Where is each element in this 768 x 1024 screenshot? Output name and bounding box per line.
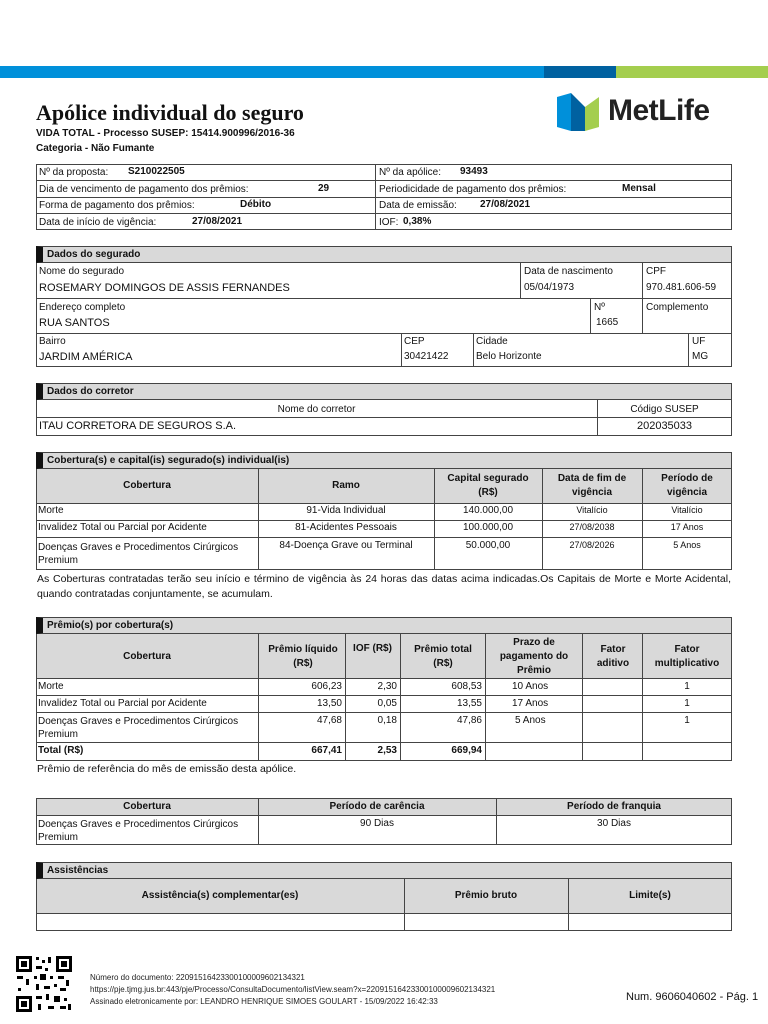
cob-r1-cobertura: Morte: [38, 505, 64, 516]
footer-doc-number: Número do documento: 22091516423300100009602134321: [90, 973, 305, 982]
venc-value: 29: [318, 183, 330, 194]
cob-r3-ramo: 84-Doença Grave ou Terminal: [279, 540, 413, 551]
end-value: RUA SANTOS: [39, 317, 110, 329]
period-label: Periodicidade de pagamento dos prêmios:: [379, 184, 567, 195]
pre-col-aditivo: Fator aditivo: [596, 644, 630, 669]
cidade-label: Cidade: [476, 336, 508, 347]
premios-note: Prêmio de referência do mês de emissão desta apólice.: [37, 763, 297, 775]
corretor-nome: ITAU CORRETORA DE SEGUROS S.A.: [39, 420, 237, 432]
apolice-label: Nº da apólice:: [379, 167, 442, 178]
uf-value: MG: [692, 351, 709, 362]
pre-total-iof: 2,53: [377, 745, 397, 756]
pre-r3-prazo: 5 Anos: [515, 715, 546, 726]
green-bar: [616, 66, 768, 78]
inicio-value: 27/08/2021: [192, 216, 243, 227]
cob-r1-fim: Vitalício: [576, 505, 608, 515]
cob-r3-fim: 27/08/2026: [569, 540, 615, 550]
cpf-value: 970.481.606-59: [646, 282, 717, 293]
num-label: Nº: [594, 302, 605, 313]
pre-col-liquido: Prêmio líquido (R$): [268, 644, 338, 669]
qr-code-icon: [14, 954, 74, 1014]
cpf-label: CPF: [646, 266, 666, 277]
cob-r2-ramo: 81-Acidentes Pessoais: [295, 522, 397, 533]
cob-col-ramo: Ramo: [332, 480, 360, 491]
assist-col-assistencia: Assistência(s) complementar(es): [141, 890, 299, 901]
cep-label: CEP: [404, 336, 425, 347]
emissao-label: Data de emissão:: [379, 200, 457, 211]
car-cobertura: Doenças Graves e Procedimentos Cirúrgicos Premium: [38, 819, 239, 843]
pre-r1-prazo: 10 Anos: [512, 681, 549, 692]
proposta-label: Nº da proposta:: [39, 167, 109, 178]
pre-total-liquido: 667,41: [311, 745, 342, 756]
cob-col-periodo: Período de vigência: [661, 473, 713, 498]
metlife-logo: MetLife: [608, 94, 710, 127]
pre-col-prazo: Prazo de pagamento do Prêmio: [499, 637, 569, 676]
darkblue-bar: [544, 66, 616, 78]
pre-r1-liquido: 606,23: [311, 681, 342, 692]
car-col-carencia: Período de carência: [329, 801, 425, 812]
venc-label: Dia de vencimento de pagamento dos prêmios:: [39, 184, 249, 195]
forma-label: Forma de pagamento dos prêmios:: [39, 200, 195, 211]
iof-value: 0,38%: [403, 216, 432, 227]
segurado-box: [36, 263, 732, 367]
pre-r1-mult: 1: [684, 681, 690, 692]
pre-r3-total: 47,86: [456, 715, 482, 726]
pre-r3-iof: 0,18: [377, 715, 397, 726]
pre-col-iof: IOF (R$): [353, 643, 392, 654]
cob-r1-ramo: 91-Vida Individual: [306, 505, 386, 516]
assist-col-limite: Limite(s): [629, 890, 671, 901]
footer-signature: Assinado eletronicamente por: LEANDRO HENRIQUE SIMOES GOULART - 15/09/2022 16:42:33: [90, 997, 438, 1006]
pre-r1-total: 608,53: [451, 681, 482, 692]
pre-r3-mult: 1: [684, 715, 690, 726]
car-col-cobertura: Cobertura: [123, 801, 171, 812]
uf-label: UF: [692, 336, 706, 347]
inicio-label: Data de início de vigência:: [39, 217, 157, 228]
coberturas-header: Cobertura(s) e capital(is) segurado(s) individual(is): [36, 452, 732, 469]
pre-r3-liquido: 47,68: [316, 715, 342, 726]
footer-url[interactable]: https://pje.tjmg.jus.br:443/pje/Processo/ConsultaDocumento/listView.seam?x=22091516423300100009602134321: [90, 985, 496, 994]
cob-r2-periodo: 17 Anos: [670, 522, 704, 532]
metlife-logo-icon: [557, 93, 601, 131]
pre-r2-iof: 0,05: [377, 698, 397, 709]
coberturas-note: As Coberturas contratadas terão seu início e término de vigência às 24 horas das datas acima indicadas.Os Capitais de Morte e Morte Acidental, quando contratadas conjuntamente, se acumulam.: [37, 573, 731, 600]
nome-label: Nome do segurado: [39, 266, 125, 277]
cob-r3-cobertura: Doenças Graves e Procedimentos Cirúrgicos Premium: [38, 542, 239, 566]
emissao-value: 27/08/2021: [480, 199, 531, 210]
nasc-value: 05/04/1973: [524, 282, 575, 293]
apolice-value: 93493: [460, 166, 488, 177]
pre-r2-prazo: 17 Anos: [512, 698, 549, 709]
premios-header: Prêmio(s) por cobertura(s): [36, 617, 732, 634]
cob-r2-fim: 27/08/2038: [569, 522, 615, 532]
pre-total-label: Total (R$): [38, 745, 84, 756]
cob-r1-periodo: Vitalício: [671, 505, 703, 515]
pre-r1-cobertura: Morte: [38, 681, 64, 692]
proposta-value: S210022505: [128, 166, 185, 177]
car-carencia: 90 Dias: [360, 818, 394, 829]
top-color-bar: [0, 66, 768, 78]
pre-r3-cobertura: Doenças Graves e Procedimentos Cirúrgicos Premium: [38, 716, 239, 740]
num-value: 1665: [596, 317, 619, 328]
pre-r2-liquido: 13,50: [316, 698, 342, 709]
period-value: Mensal: [622, 183, 656, 194]
bairro-label: Bairro: [39, 336, 66, 347]
cidade-value: Belo Horizonte: [476, 351, 542, 362]
cob-r2-capital: 100.000,00: [462, 522, 514, 533]
corretor-nome-label: Nome do corretor: [277, 404, 356, 415]
cob-r2-cobertura: Invalidez Total ou Parcial por Acidente: [38, 522, 207, 533]
cob-r1-capital: 140.000,00: [462, 505, 514, 516]
pre-col-total: Prêmio total (R$): [414, 644, 472, 669]
cob-r3-capital: 50.000,00: [465, 540, 511, 551]
pre-r2-cobertura: Invalidez Total ou Parcial por Acidente: [38, 698, 207, 709]
assist-col-premio: Prêmio bruto: [454, 890, 518, 901]
nasc-label: Data de nascimento: [524, 266, 613, 277]
cep-value: 30421422: [404, 351, 449, 362]
corretor-codigo: 202035033: [636, 420, 693, 432]
cob-col-fim: Data de fim de vigência: [557, 473, 627, 498]
pre-col-mult: Fator multiplicativo: [654, 644, 720, 669]
cob-r3-periodo: 5 Anos: [673, 540, 701, 550]
end-label: Endereço completo: [39, 302, 126, 313]
segurado-header: Dados do segurado: [36, 246, 732, 263]
compl-label: Complemento: [646, 302, 709, 313]
cob-col-capital: Capital segurado (R$): [447, 473, 529, 498]
pre-r2-mult: 1: [684, 698, 690, 709]
corretor-header: Dados do corretor: [36, 383, 732, 400]
assist-header: Assistências: [36, 862, 732, 879]
process-line: VIDA TOTAL - Processo SUSEP: 15414.900996/2016-36: [36, 128, 295, 139]
car-franquia: 30 Dias: [597, 818, 631, 829]
blue-bar: [0, 66, 544, 78]
pre-col-cobertura: Cobertura: [123, 651, 171, 662]
iof-label: IOF:: [379, 217, 399, 228]
forma-value: Débito: [240, 199, 272, 210]
page-number: Num. 9606040602 - Pág. 1: [626, 991, 759, 1003]
corretor-codigo-label: Código SUSEP: [630, 404, 699, 415]
car-col-franquia: Período de franquia: [567, 801, 661, 812]
pre-r1-iof: 2,30: [377, 681, 397, 692]
pre-total-total: 669,94: [451, 745, 482, 756]
page-title: Apólice individual do seguro: [36, 100, 304, 125]
pre-r2-total: 13,55: [456, 698, 482, 709]
assist-table: [36, 879, 732, 931]
nome-value: ROSEMARY DOMINGOS DE ASSIS FERNANDES: [39, 282, 290, 294]
bairro-value: JARDIM AMÉRICA: [39, 351, 133, 363]
category-line: Categoria - Não Fumante: [36, 143, 155, 154]
cob-col-cobertura: Cobertura: [123, 480, 171, 491]
